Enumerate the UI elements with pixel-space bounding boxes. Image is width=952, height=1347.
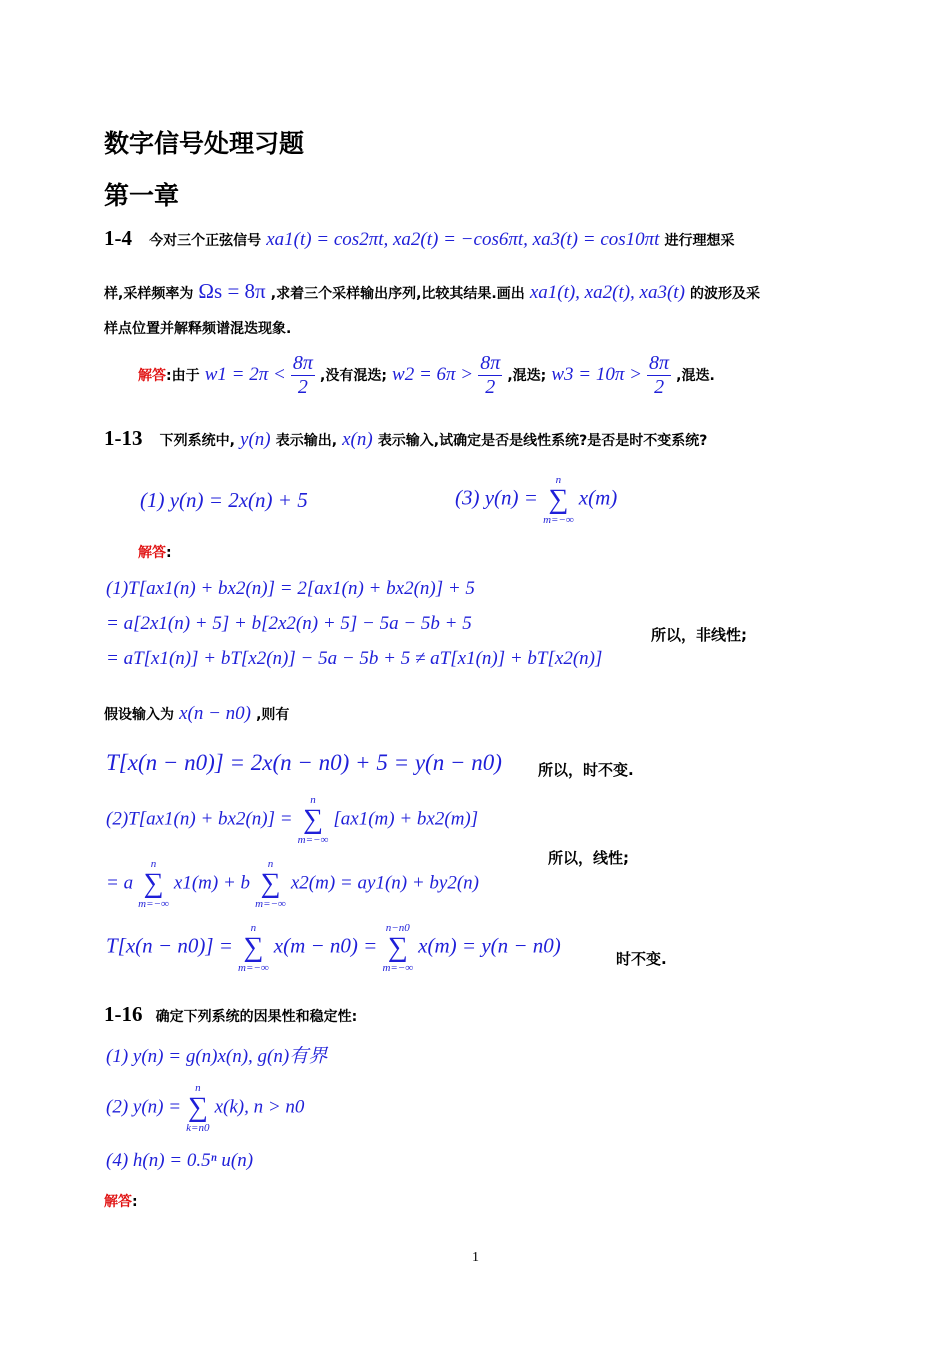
problem-1-4-line2 [104,279,760,304]
system-1-16-1: (1) y(n) = g(n)x(n), g(n)有界 [106,1046,328,1067]
problem-text: 表示输入,试确定是否是线性系统?是否是时不变系统? [377,433,708,449]
problem-text: 样,采样频率为 [104,286,194,302]
derivation-line-3: = aT[x1(n)] + bT[x2(n)] − 5a − 5b + 5 ≠ aT[x1(n)] + bT[x2(n)] [106,648,603,669]
answer-1-16-label: 解答: [104,1194,138,1210]
system-1-16-2: (2) y(n) = n ∑ k=n0 x(k), n > n0 [106,1082,305,1134]
sampling-rate-equation: Ωs = 8π [198,279,266,303]
signals-equation: xa1(t) = cos2πt, xa2(t) = −cos6πt, xa3(t) = cos10πt [266,229,660,250]
summation-symbol: n ∑ m=−∞ [138,858,169,910]
assumption-line: 假设输入为 x(n − n0) ,则有 [104,703,290,724]
output-symbol: y(n) [240,429,271,450]
answer-text: :由于 [166,368,200,384]
shift-equation: T[x(n − n0)] = 2x(n − n0) + 5 = y(n − n0) [106,750,502,775]
answer-1-4 [138,352,715,399]
system-1-equation: (1) y(n) = 2x(n) + 5 [140,488,308,512]
summation-symbol: n ∑ k=n0 [186,1082,210,1134]
problem-number: 1-4 [104,226,132,250]
fraction: $\frac{8\pi}{2}$ [649,352,670,398]
answer-1-13-label: 解答: [138,545,172,561]
note-linear: 所以，线性; [548,849,629,867]
page-number: 1 [472,1250,479,1265]
answer-text: ,没有混迭; [320,368,387,384]
system-1-16-4: (4) h(n) = 0.5ⁿ u(n) [106,1150,254,1171]
problem-text: 确定下列系统的因果性和稳定性: [155,1009,358,1025]
problem-1-4-line1 [104,226,735,251]
w2-equation: w2 = 6π > [392,364,474,385]
page-title: 数字信号处理习题 [104,129,305,158]
note-nonlinear: 所以，非线性; [651,626,747,644]
problem-text: ,求着三个采样输出序列,比较其结果.画出 [270,286,525,302]
answer-label: 解答 [138,368,166,384]
problem-text: 表示输出, [275,433,338,449]
problem-text: 进行理想采 [664,233,735,249]
problem-text: 今对三个正弦信号 [149,233,262,249]
problem-text: 的波形及采 [690,286,761,302]
problem-1-16-line1 [104,1002,357,1027]
summation-symbol: n ∑ m=−∞ [543,474,574,526]
w3-equation: w3 = 10π > [551,364,642,385]
w1-equation: w1 = 2π < [204,364,286,385]
derivation-line-6: T[x(n − n0)] = n ∑ m=−∞ x(m − n0) = n−n0 ∑ m=−∞ x(m) = y(n − n0) [106,922,561,974]
signals-equation-2: xa1(t), xa2(t), xa3(t) [529,282,685,303]
problem-number: 1-16 [104,1002,143,1026]
chapter-heading: 第一章 [104,181,180,210]
summation-symbol: n ∑ m=−∞ [297,794,329,846]
summation-symbol: n ∑ m=−∞ [238,922,269,974]
problem-1-4-line3: 样点位置并解释频谱混迭现象. [104,321,292,337]
fraction: $\frac{8\pi}{2}$ [480,352,501,398]
answer-text: ,混迭. [676,368,715,384]
problem-number: 1-13 [104,426,143,450]
problem-text: 下列系统中, [159,433,235,449]
summation-symbol: n ∑ m=−∞ [255,858,286,910]
system-3-equation: (3) y(n) = n ∑ m=−∞ x(m) [455,474,618,526]
summation-symbol: n−n0 ∑ m=−∞ [382,922,414,974]
input-symbol: x(n) [342,429,373,450]
derivation-line-2: = a[2x1(n) + 5] + b[2x2(n) + 5] − 5a − 5b + 5 [106,613,472,634]
derivation-line-4: (2)T[ax1(n) + bx2(n)] = n ∑ m=−∞ [ax1(m) + bx2(m)] [106,794,479,846]
answer-text: ,混迭; [507,368,547,384]
fraction: $\frac{8\pi}{2}$ [292,352,313,398]
derivation-line-5: = a n ∑ m=−∞ x1(m) + b n ∑ m=−∞ x2(m) = ay1(n) + by2(n) [106,858,480,910]
problem-1-13-line1 [104,426,707,451]
note-time-invariant: 所以，时不变. [538,761,634,779]
derivation-line-1: (1)T[ax1(n) + bx2(n)] = 2[ax1(n) + bx2(n)] + 5 [106,578,475,599]
note-time-invariant-2: 时不变. [616,950,667,968]
